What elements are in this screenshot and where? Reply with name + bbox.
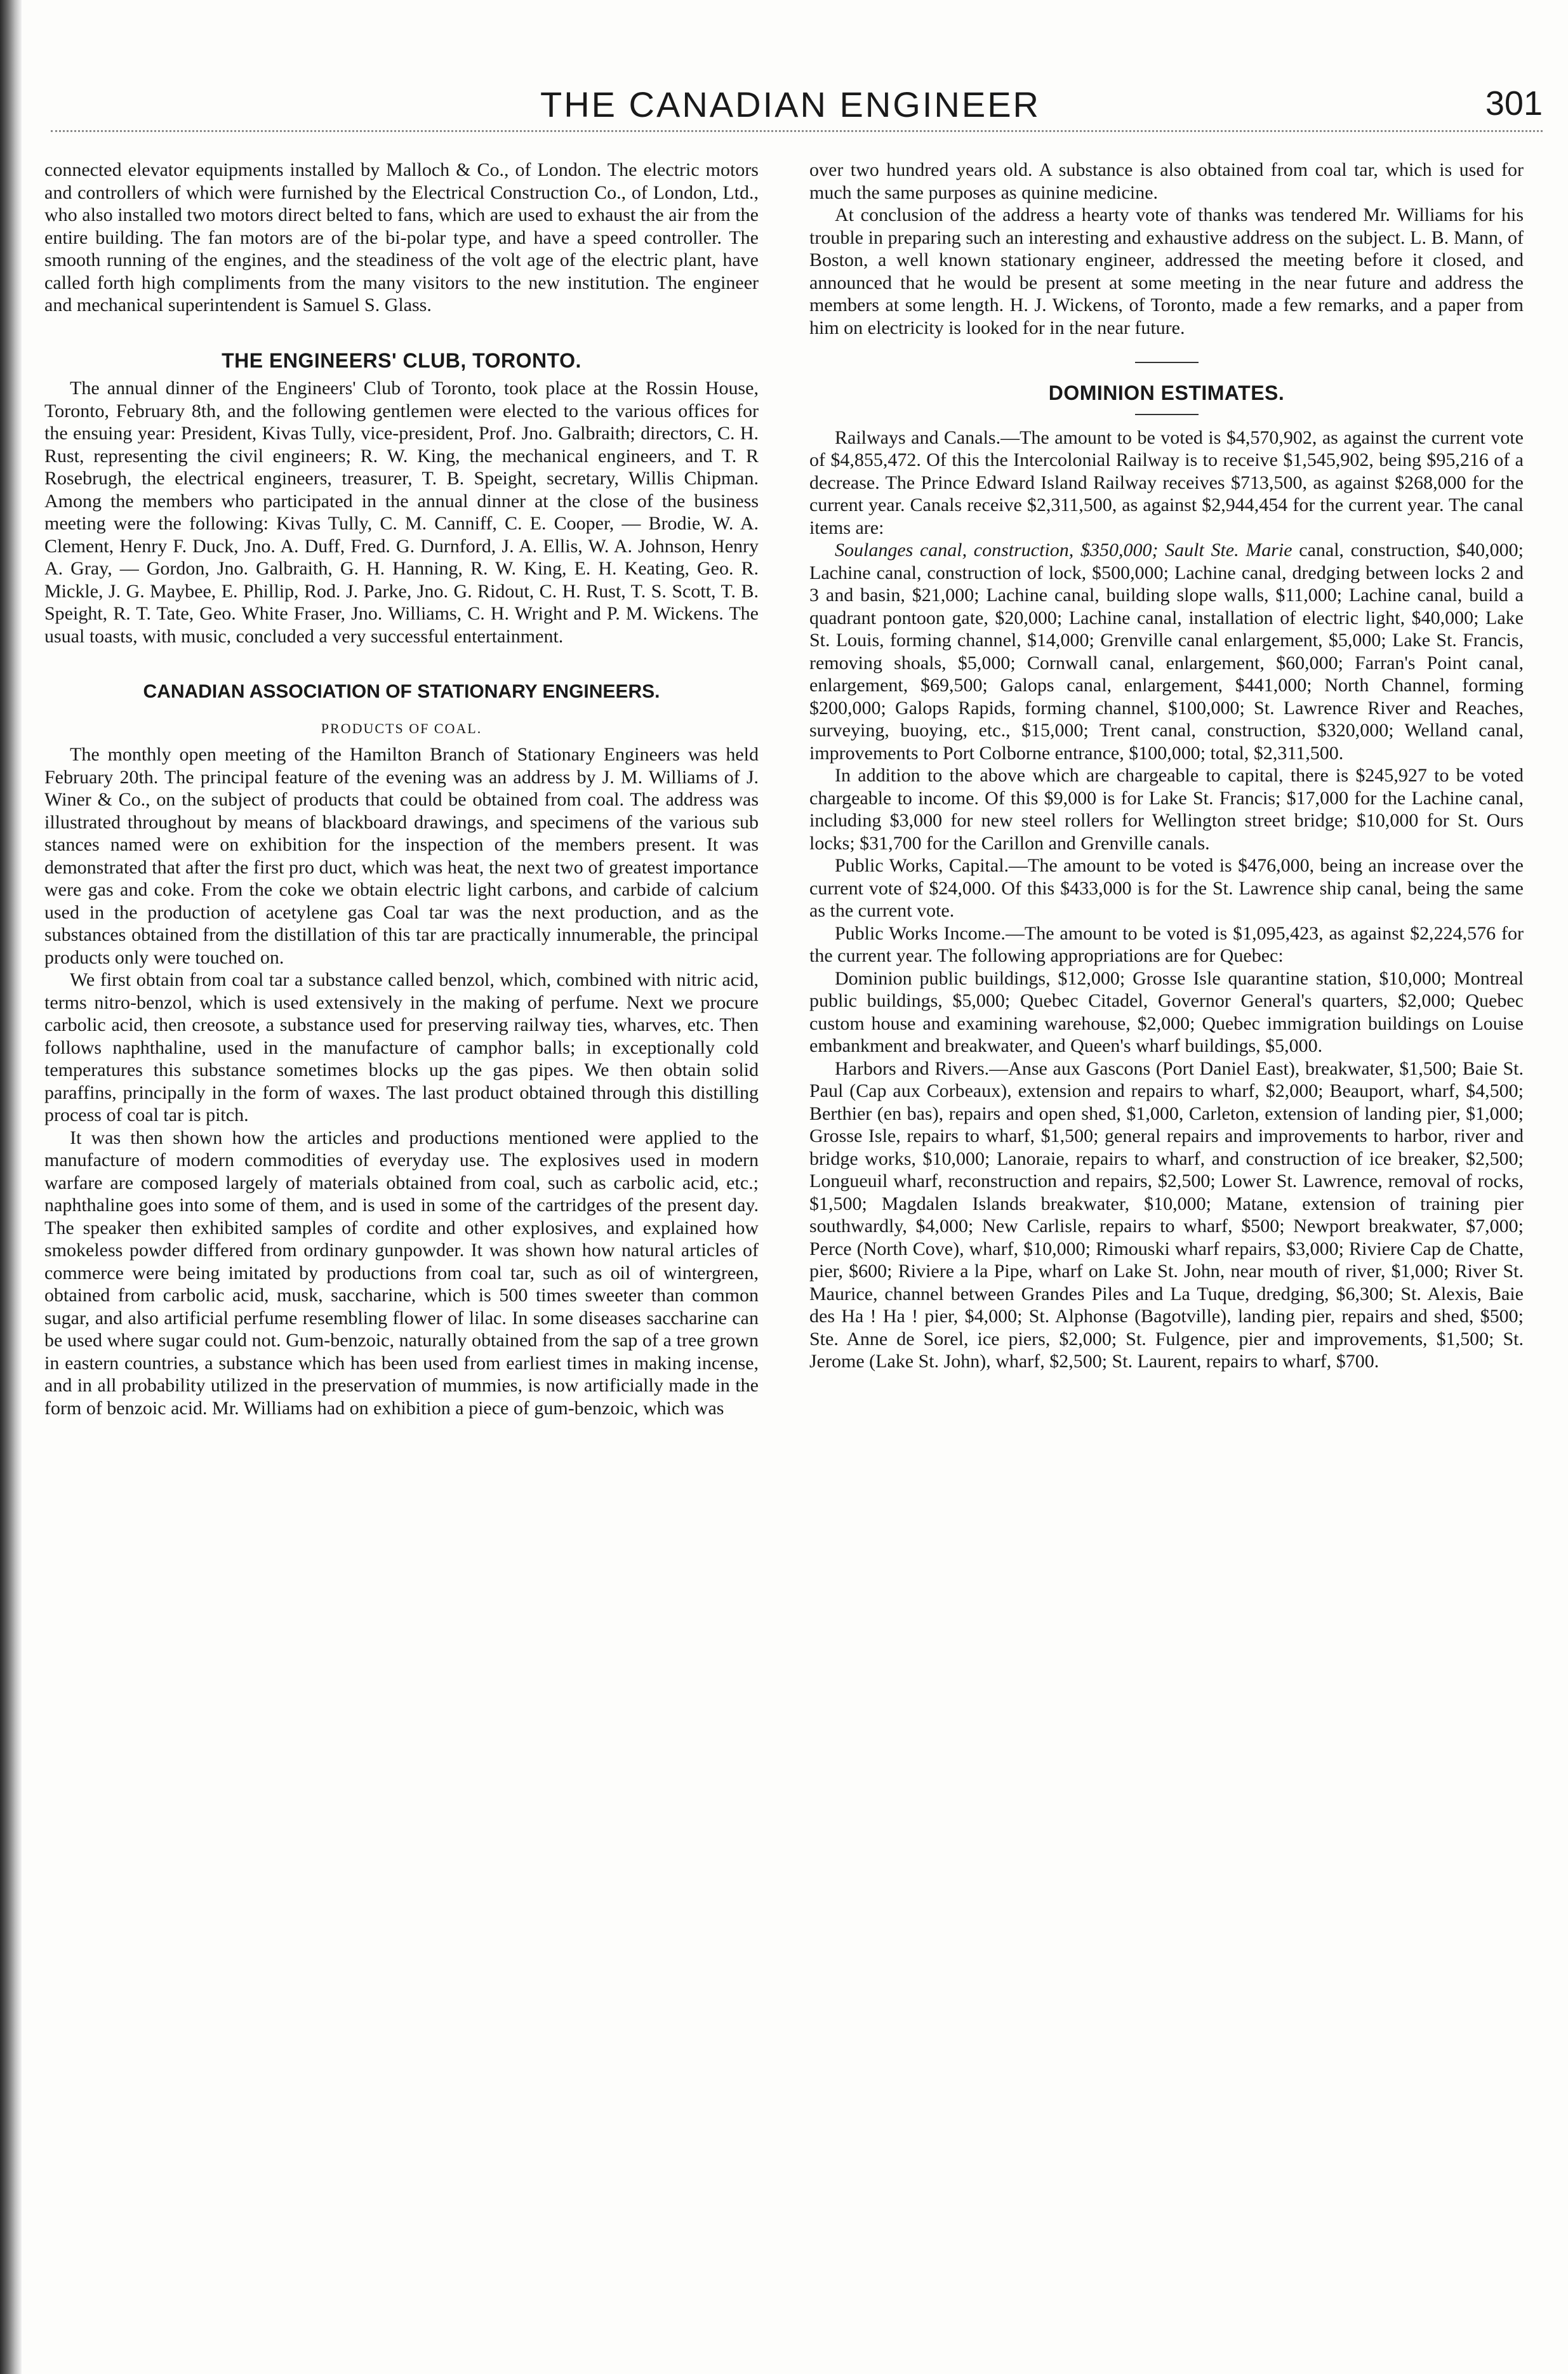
left-column — [44, 159, 759, 1419]
canal-items-lead: Soulanges canal, construction, $350,000; Sault Ste. Marie — [835, 540, 1292, 560]
heading-underline — [1135, 414, 1199, 415]
binding-edge — [0, 0, 22, 2374]
public-works-income-paragraph: Public Works Income.—The amount to be voted is $1,095,423, as against $2,224,576 for the current year. The following appropriations are for Quebec: — [809, 922, 1524, 966]
right-column — [809, 159, 1524, 1373]
products-of-coal-subheading: PRODUCTS OF COAL. — [321, 720, 482, 736]
stationary-engineers-heading: CANADIAN ASSOCIATION OF STATIONARY ENGINEERS. — [143, 681, 660, 702]
dominion-estimates-heading: DOMINION ESTIMATES. — [1048, 381, 1285, 404]
page-header — [38, 84, 1543, 135]
coal-paragraph-3: It was then shown how the articles and productions mentioned were applied to the manufacture of modern commodities of everyday use. The explosives used in modern warfare are composed largely of materials obtained from coal, such as carbolic acid, etc.; naphthaline goes into some of them, and is used in some of the cartridges of the present day. The speaker then exhibited samples of cordite and other explosives, and explained how smokeless powder differed from ordinary gunpowder. It was shown how natural articles of commerce were being imitated by productions from coal tar, such as oil of wintergreen, obtained from carbolic acid, musk, saccharine, which is 500 times sweeter than common sugar, and also artificial perfume resembling flower of lilac. In some diseases saccharine can be used where sugar could not. Gum-benzoic, naturally obtained from the sap of a tree grown in eastern countries, a substance which has been used from earliest times in making incense, and in all probability utilized in the preservation of mummies, is now artificially made in the form of benzoic acid. Mr. Williams had on exhibition a piece of gum-benzoic, which was — [44, 1127, 759, 1419]
coal-paragraph-2: We first obtain from coal tar a substance called benzol, which, combined with nitric acid, terms nitro-benzol, which is used extensively in the making of perfume. Next we procure carbolic acid, then creosote, a substance used for preserving railway ties, wharves, etc. Then follows naphthaline, used in the manufacture of camphor balls; in exceptionally cold temperatures this substance sometimes blocks up the gas pipes. We then obtain solid paraffins, principally in the form of waxes. The last product obtained through this distilling process of coal tar is pitch. — [44, 969, 759, 1125]
public-works-capital-paragraph: Public Works, Capital.—The amount to be voted is $476,000, being an increase over the current vote of $24,000. Of this $433,000 is for the St. Lawrence ship canal, being the same as the current vote. — [809, 855, 1524, 921]
engineers-club-heading: THE ENGINEERS' CLUB, TORONTO. — [222, 348, 581, 372]
coal-paragraph-1: The monthly open meeting of the Hamilton Branch of Stationary Engineers was held February 20th. The principal feature of the evening was an address by J. M. Williams of J. Winer & Co., on the subject of products that could be obtained from coal. The address was illustrated throughout by means of blackboard drawings, and specimens of the various sub stances named were on exhibition for the inspection of the members present. It was demonstrated that after the first pro duct, which was heat, the next two of greatest importance were gas and coke. From the coke we obtain electric light carbons, and carbide of calcium used in the production of acetylene gas Coal tar was the next production, and as the substances obtained from the distillation of this tar are practically innumerable, the principal products only were touched on. — [44, 744, 759, 968]
header-rule — [51, 130, 1543, 132]
railways-canals-paragraph: Railways and Canals.—The amount to be voted is $4,570,902, as against the current vote of $4,855,472. Of this the Intercolonial Railway is to receive $1,545,902, being $95,216 of a decrease. The Prince Edward Island Railway receives $713,500, as against $268,000 for the current year. Canals receive $2,311,500, as against $2,944,454 for the current year. The canal items are: — [809, 427, 1524, 538]
running-title: THE CANADIAN ENGINEER — [540, 84, 1040, 124]
harbors-rivers-paragraph: Harbors and Rivers.—Anse aux Gascons (Port Daniel East), breakwater, $1,500; Baie St. Paul (Cap aux Corbeaux), extension and repairs to wharf, $2,000; Beauport, wharf, $4,500; Berthier (en bas), repairs and open shed, $1,000, Carleton, extension of landing pier, $1,000; Grosse Isle, repairs to wharf, $1,500; general repairs and improvements to harbor, river and bridge works, $10,000; Lanoraie, repairs to wharf, and construction of ice breaker, $2,500; Longueuil wharf, reconstruction and repairs, $2,500; Lower St. Lawrence, removal of rocks, $1,500; Magdalen Islands breakwater, $10,000; Matane, extension of training pier southwardly, $4,000; New Carlisle, repairs to wharf, $500; Newport breakwater, $7,000; Perce (North Cove), wharf, $10,000; Rimouski wharf repairs, $3,000; Riviere Cap de Chatte, pier, $600; Riviere a la Pipe, wharf on Lake St. John, near mouth of river, $1,000; River St. Maurice, channel between Grandes Piles and La Tuque, dredging, $6,300; St. Alexis, Baie des Ha ! Ha ! pier, $4,000; St. Alphonse (Bagotville), landing pier, repairs and shed, $500; Ste. Anne de Sorel, ice piers, $2,000; St. Fulgence, pier and improvements, $1,500; St. Jerome (Lake St. John), wharf, $2,500; St. Laurent, repairs to wharf, $700. — [809, 1058, 1524, 1372]
capital-paragraph: In addition to the above which are chargeable to capital, there is $245,927 to be voted chargeable to income. Of this $9,000 is for Lake St. Francis; $17,000 for the Lachine canal, including $3,000 for new steel rollers for Wellington street bridge; $10,000 for St. Ours locks; $31,700 for the Carillon and Grenville canals. — [809, 765, 1524, 854]
section-divider — [1135, 362, 1199, 363]
conclusion-paragraph: At conclusion of the address a hearty vote of thanks was tendered Mr. Williams for his trouble in preparing such an interesting and exhaustive address on the subject. L. B. Mann, of Boston, a well known stationary engineer, addressed the meeting before it closed, and announced that he would be present at some meeting in the near future and address the members at some length. H. J. Wickens, of Toronto, made a few remarks, and a paper from him on electricity is looked for in the near future. — [809, 204, 1524, 338]
intro-paragraph: connected elevator equipments installed by Malloch & Co., of London. The electric motors and controllers of which were furnished by the Electrical Construction Co., of London, Ltd., who also installed two motors direct belted to fans, which are used to exhaust the air from the entire building. The fan motors are of the bi-polar type, and have a speed controller. The smooth running of the engines, and the steadiness of the volt age of the electric plant, have called forth high compliments from the many visitors to the new institution. The engineer and mechanical superintendent is Samuel S. Glass. — [44, 159, 759, 315]
continuation-paragraph: over two hundred years old. A substance is also obtained from coal tar, which is used for much the same purposes as quinine medicine. — [809, 159, 1524, 203]
engineers-club-paragraph: The annual dinner of the Engineers' Club of Toronto, took place at the Rossin House, Toronto, February 8th, and the following gentlemen were elected to the various offices for the ensuing year: President, Kivas Tully, vice-president, Prof. Jno. Galbraith; directors, C. H. Rust, representing the civil engineers; R. W. King, the mechanical engineers, and T. R Rosebrugh, the electrical engineers, treasurer, T. B. Speight, secretary, Willis Chipman. Among the members who participated in the annual dinner at the close of the business meeting were the following: Kivas Tully, C. M. Canniff, C. E. Cooper, — Brodie, W. A. Clement, Henry F. Duck, Jno. A. Duff, Fred. G. Durnford, J. A. Ellis, W. A. Johnson, Henry A. Gray, — Gordon, Jno. Galbraith, G. H. Hanning, R. W. King, E. H. Keating, Geo. R. Mickle, J. G. Maybee, E. Phillip, Rod. J. Parke, Jno. G. Ridout, C. H. Rust, T. S. Scott, T. B. Speight, R. T. Tate, Geo. White Fraser, Jno. Williams, C. H. Wright and P. M. Wickens. The usual toasts, with music, concluded a very successful entertainment. — [44, 378, 759, 647]
page-number: 301 — [1485, 84, 1543, 123]
canal-items-rest: canal, construction, $40,000; Lachine canal, construction of lock, $500,000; Lachine canal, dredging between locks 2 and 3 and basin, $21,000; Lachine canal, building slope walls, $11,000; Lachine canal, build a quadrant pontoon gate, $20,000; Lachine canal, installation of electric light, $40,000; Lake St. Louis, forming channel, $14,000; Grenville canal enlargement, $5,000; Lake St. Francis, removing shoals, $5,000; Cornwall canal, enlargement, $60,000; Farran's Point canal, enlargement, $69,500; Galops canal, enlargement, $441,000; North Channel, forming $200,000; Galops Rapids, forming channel, $100,000; St. Lawrence River and Reaches, surveying, buoying, etc., $15,000; Trent canal, construction, $320,000; Welland canal, improvements to Port Colborne entrance, $100,000; total, $2,311,500. — [809, 540, 1524, 764]
quebec-buildings-paragraph: Dominion public buildings, $12,000; Grosse Isle quarantine station, $10,000; Montreal public buildings, $5,000; Quebec Citadel, Governor General's quarters, $2,000; Quebec custom house and examining warehouse, $2,000; Quebec immigration buildings on Louise embankment and breakwater, and Queen's wharf buildings, $5,000. — [809, 967, 1524, 1056]
canal-items-paragraph — [809, 539, 1524, 764]
